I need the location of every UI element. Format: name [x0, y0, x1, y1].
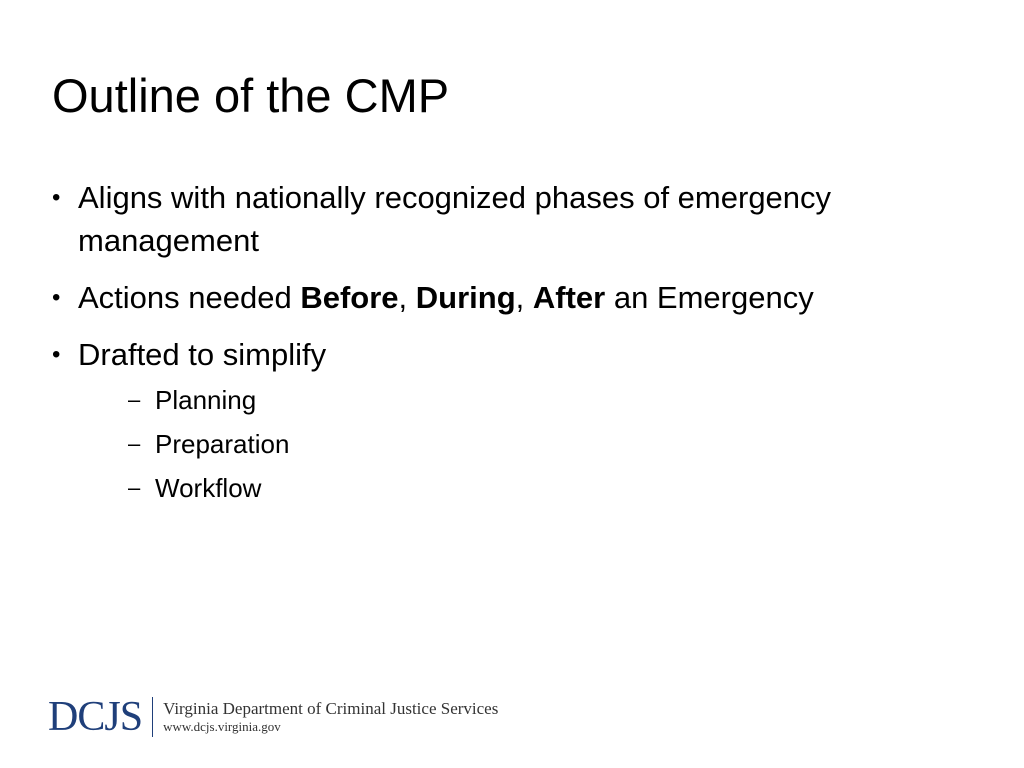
bullet-segment: ,	[515, 280, 533, 315]
bullet-segment-bold: During	[415, 280, 516, 315]
dash-icon: –	[128, 475, 141, 500]
dash-icon: –	[128, 431, 141, 456]
sub-bullet-item	[78, 466, 982, 510]
agency-url: www.dcjs.virginia.gov	[163, 719, 281, 734]
dcjs-logo-mark: DCJS	[48, 694, 143, 740]
bullet-segment-bold: After	[532, 280, 606, 315]
bullet-list	[52, 176, 982, 524]
dcjs-logo	[48, 693, 498, 741]
bullet-text: Drafted to simplify	[78, 337, 327, 372]
bullet-item	[52, 176, 982, 262]
bullet-dot-icon: •	[52, 184, 61, 211]
agency-name: Virginia Department of Criminal Justice Services	[163, 699, 499, 718]
bullet-item	[52, 276, 982, 319]
logo-text	[163, 699, 498, 735]
logo-divider	[152, 697, 153, 737]
bullet-segment-bold: Before	[300, 280, 399, 315]
sub-bullet-text: Workflow	[155, 473, 262, 503]
sub-bullet-item	[78, 422, 982, 466]
sub-bullet-text: Preparation	[155, 429, 290, 459]
bullet-dot-icon: •	[52, 284, 61, 311]
sub-bullet-text: Planning	[155, 385, 257, 415]
bullet-text: Aligns with nationally recognized phases of emergency management	[78, 180, 832, 258]
slide-title: Outline of the CMP	[52, 69, 450, 122]
dash-icon: –	[128, 387, 141, 412]
bullet-dot-icon: •	[52, 341, 61, 368]
bullet-segment: an Emergency	[605, 280, 814, 315]
bullet-segment: ,	[398, 280, 416, 315]
sub-bullet-item	[78, 378, 982, 422]
sub-bullet-list	[78, 378, 982, 510]
bullet-segment: Actions needed	[78, 280, 301, 315]
bullet-item	[52, 333, 982, 510]
bullet-text	[78, 280, 814, 315]
